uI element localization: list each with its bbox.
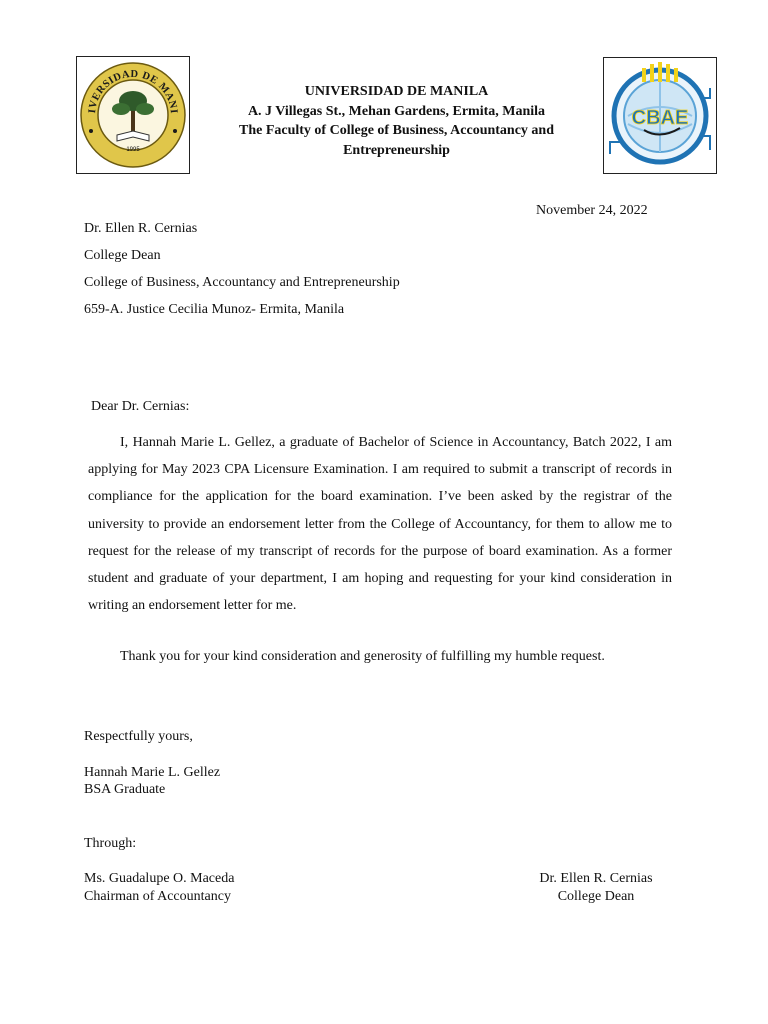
recipient-college: College of Business, Accountancy and Entrepreneurship xyxy=(84,275,400,290)
signatory-right-name: Dr. Ellen R. Cernias xyxy=(539,871,653,886)
faculty-line-2: Entrepreneurship xyxy=(343,142,450,158)
faculty-line-1: The Faculty of College of Business, Accountancy and xyxy=(238,123,554,138)
thanks-paragraph: Thank you for your kind consideration and generosity of fulfilling my humble request. xyxy=(120,649,605,664)
recipient-address: 659-A. Justice Cecilia Munoz- Ermita, Manila xyxy=(84,302,345,317)
university-name: UNIVERSIDAD DE MANILA xyxy=(304,84,489,99)
cbae-logo-text: CBAE xyxy=(631,107,689,129)
recipient-name: Dr. Ellen R. Cernias xyxy=(84,221,198,236)
sender-title: BSA Graduate xyxy=(84,782,166,797)
sender-name: Hannah Marie L. Gellez xyxy=(84,765,221,780)
signatory-right-title: College Dean xyxy=(557,889,635,904)
closing: Respectfully yours, xyxy=(84,729,193,744)
seal-year: 1995 xyxy=(126,147,140,153)
letter-date: November 24, 2022 xyxy=(536,203,648,218)
through-label: Through: xyxy=(84,836,137,851)
letterhead xyxy=(200,82,593,160)
university-seal-logo xyxy=(76,56,190,174)
letter-body: I, Hannah Marie L. Gellez, a graduate of Bachelor of Science in Accountancy, Batch 2022, I am applying for May 2023 CPA Licensure Examination. I am required to submit a transcript of records in compliance for the application for the board examination. I’ve been asked by the registrar of the university to provide an endorsement letter from the College of Accountancy, for them to allow me to request for the release of my transcript of records for the purpose of board examination. As a former student and graduate of your department, I am hoping and requesting for your kind consideration in writing an endorsement letter for me. xyxy=(88,435,672,614)
signatory-left-title: Chairman of Accountancy xyxy=(84,889,231,904)
seal-ring-text: IVERSIDAD DE MANI xyxy=(87,68,180,115)
signatory-left-name: Ms. Guadalupe O. Maceda xyxy=(84,871,235,886)
recipient-title: College Dean xyxy=(84,248,161,263)
seal-icon xyxy=(77,57,189,173)
cbae-globe-icon xyxy=(604,58,716,173)
university-address: A. J Villegas St., Mehan Gardens, Ermita, Manila xyxy=(247,103,546,119)
cbae-logo xyxy=(603,57,717,174)
salutation: Dear Dr. Cernias: xyxy=(91,399,190,414)
